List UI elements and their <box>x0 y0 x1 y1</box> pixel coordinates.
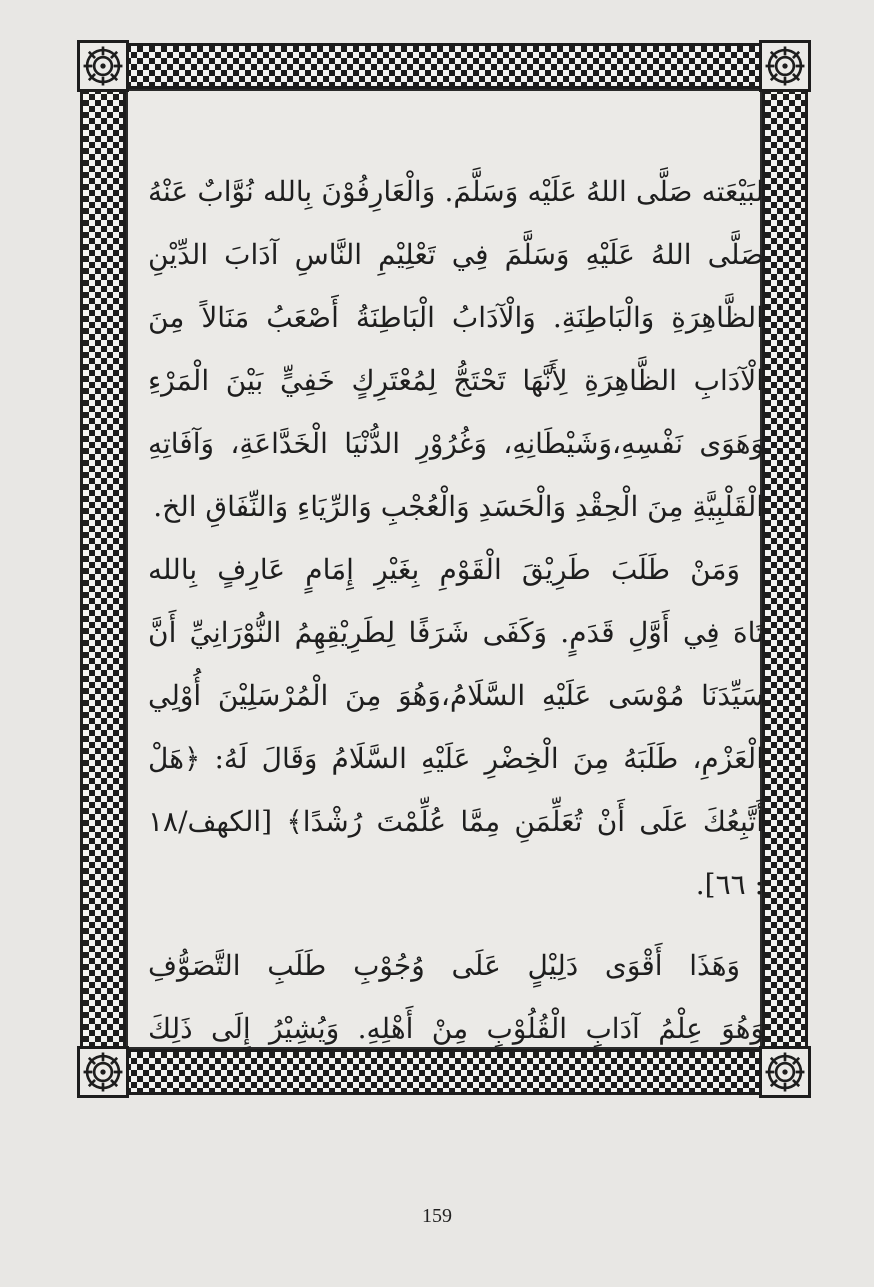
corner-rosette-icon <box>77 1046 129 1098</box>
text-line: سَيِّدَنَا مُوْسَى عَلَيْهِ السَّلَامُ،وَهُوَ مِنَ الْمُرْسَلِيْنَ أُوْلِي <box>148 679 764 712</box>
text-line: الْقَلْبِيَّةِ مِنَ الْحِقْدِ وَالْحَسَدِ وَالْعُجْبِ وَالرِّيَاءِ وَالنِّفَاقِ الخ. <box>153 490 764 523</box>
body-text <box>148 160 764 1060</box>
text-line: الْآدَابِ الظَّاهِرَةِ لِأَنَّهَا تَحْتَجُّ لِمُعْتَرِكٍ خَفِيٍّ بَيْنَ الْمَرْءِ <box>148 364 764 397</box>
frame-right-border <box>762 43 808 1095</box>
text-line: لبَيْعَته صَلَّى اللهُ عَلَيْه وَسَلَّمَ. وَالْعَارِفُوْنَ بِالله نُوَّابٌ عَنْهُ <box>148 175 764 208</box>
corner-rosette-icon <box>77 40 129 92</box>
text-line: أَتَّبِعُكَ عَلَى أَنْ تُعَلِّمَنِ مِمَّا عُلِّمْتَ رُشْدًا﴾ [الكهف/١٨ <box>148 805 764 838</box>
page-number: 159 <box>422 1205 452 1227</box>
text-line: الظَّاهِرَةِ وَالْبَاطِنَةِ. وَالْآدَابُ الْبَاطِنَةُ أَصْعَبُ مَنَالاً مِنَ <box>148 301 764 334</box>
corner-rosette-icon <box>759 40 811 92</box>
frame-left-border <box>80 43 126 1095</box>
text-line: صَلَّى اللهُ عَلَيْهِ وَسَلَّمَ فِي تَعْلِيْمِ النَّاسِ آدَابَ الدِّيْنِ <box>148 238 764 271</box>
text-line: وَهَذَا أَقْوَى دَلِيْلٍ عَلَى وُجُوْبِ طَلَبِ التَّصَوُّفِ <box>148 949 740 982</box>
text-line: وَمَنْ طَلَبَ طَرِيْقَ الْقَوْمِ بِغَيْرِ إِمَامٍ عَارِفٍ بِالله <box>148 553 740 586</box>
text-line: وَهَوَى نَفْسِهِ،وَشَيْطَانِهِ، وَغُرُوْرِ الدُّنْيَا الْخَدَّاعَةِ، وَآفَاتِهِ <box>148 427 764 460</box>
text-line: : ٦٦]. <box>695 868 764 901</box>
frame-top-border <box>80 43 808 89</box>
corner-rosette-icon <box>759 1046 811 1098</box>
text-line: تَاهَ فِي أَوَّلِ قَدَمٍ. وَكَفَى شَرَفًا لِطَرِيْقِهِمُ النُّوْرَانِيِّ أَنَّ <box>148 616 764 649</box>
text-line: وَهُوَ عِلْمُ آدَابِ الْقُلُوْبِ مِنْ أَهْلِهِ. وَيُشِيْرُ إِلَى ذَلِكَ <box>148 1012 764 1045</box>
text-line: الْعَزْمِ، طَلَبَهُ مِنَ الْخِضْرِ عَلَيْهِ السَّلَامُ وَقَالَ لَهُ: ﴿هَلْ <box>148 742 764 775</box>
